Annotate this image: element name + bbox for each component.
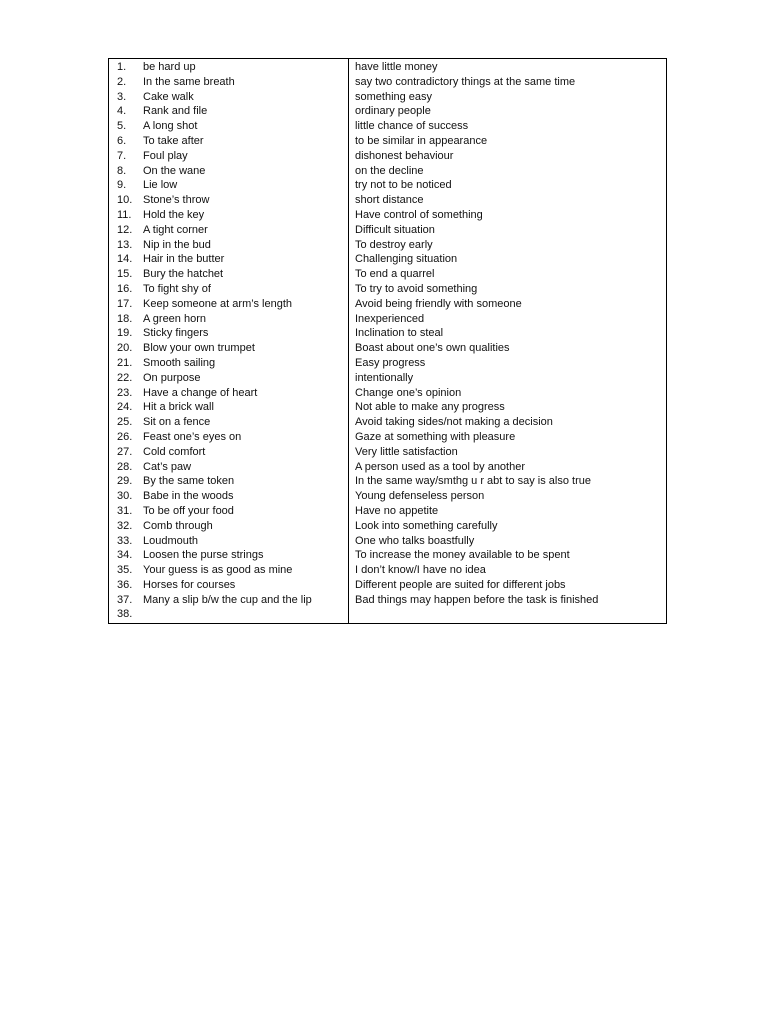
- row-number: 38.: [117, 608, 133, 621]
- meaning-text: say two contradictory things at the same time: [355, 75, 576, 88]
- table-row: [109, 489, 667, 504]
- meaning-text: I don’t know/I have no idea: [355, 564, 486, 577]
- idiom-cell: [109, 534, 349, 549]
- idiom-cell: [109, 474, 349, 489]
- idiom-text: Comb through: [143, 519, 213, 532]
- row-number: 18.: [117, 312, 133, 325]
- idiom-cell: [109, 149, 349, 164]
- table-row: [109, 312, 667, 327]
- meaning-text: Bad things may happen before the task is finished: [355, 593, 599, 606]
- idiom-cell: [109, 75, 349, 90]
- meaning-text: To destroy early: [355, 238, 433, 251]
- table-row: [109, 164, 667, 179]
- idiom-text: Keep someone at arm’s length: [143, 297, 292, 310]
- row-number: 32.: [117, 519, 133, 532]
- meaning-text: try not to be noticed: [355, 179, 452, 192]
- row-number: 1.: [117, 61, 127, 73]
- table-row: [109, 90, 667, 105]
- meaning-cell: [349, 149, 667, 164]
- table-row: [109, 178, 667, 193]
- idiom-text: A tight corner: [143, 223, 208, 236]
- meaning-cell: [349, 326, 667, 341]
- table-row: [109, 252, 667, 267]
- meaning-cell: [349, 578, 667, 593]
- row-number: 14.: [117, 253, 133, 266]
- idiom-text: Rank and file: [143, 105, 208, 118]
- idiom-cell: [109, 563, 349, 578]
- table-row: [109, 400, 667, 415]
- meaning-text: Difficult situation: [355, 223, 435, 236]
- idiom-cell: [109, 430, 349, 445]
- idiom-text: Many a slip b/w the cup and the lip: [143, 593, 312, 606]
- meaning-text: To increase the money available to be spent: [355, 549, 570, 562]
- row-number: 15.: [117, 268, 133, 281]
- meaning-cell: [349, 474, 667, 489]
- table-row: [109, 548, 667, 563]
- meaning-cell: [349, 119, 667, 134]
- row-number: 21.: [117, 356, 133, 369]
- table-row: [109, 238, 667, 253]
- table-row: [109, 460, 667, 475]
- meaning-cell: [349, 386, 667, 401]
- meaning-text: Avoid taking sides/not making a decision: [355, 416, 553, 429]
- row-number: 17.: [117, 297, 133, 310]
- table-row: [109, 297, 667, 312]
- meaning-cell: [349, 178, 667, 193]
- table-row: [109, 104, 667, 119]
- idiom-text: To fight shy of: [143, 282, 211, 295]
- idiom-text: Nip in the bud: [143, 238, 211, 251]
- meaning-text: Gaze at something with pleasure: [355, 430, 516, 443]
- table-row: [109, 75, 667, 90]
- idiom-text: Cat’s paw: [143, 460, 192, 473]
- meaning-text: Avoid being friendly with someone: [355, 297, 522, 310]
- meaning-cell: [349, 504, 667, 519]
- idiom-cell: [109, 312, 349, 327]
- meaning-text: Young defenseless person: [355, 490, 485, 503]
- meaning-cell: [349, 193, 667, 208]
- meaning-cell: [349, 267, 667, 282]
- idiom-text: Cake walk: [143, 90, 194, 103]
- row-number: 8.: [117, 164, 127, 177]
- row-number: 22.: [117, 371, 133, 384]
- row-number: 23.: [117, 386, 133, 399]
- table-row: [109, 193, 667, 208]
- row-number: 13.: [117, 238, 133, 251]
- meaning-text: Challenging situation: [355, 253, 458, 266]
- idiom-text: Cold comfort: [143, 445, 206, 458]
- table-row: [109, 534, 667, 549]
- idiom-cell: [109, 578, 349, 593]
- idiom-cell: [109, 134, 349, 149]
- table-row: [109, 474, 667, 489]
- table-row: [109, 386, 667, 401]
- idiom-cell: [109, 104, 349, 119]
- row-number: 31.: [117, 504, 133, 517]
- idiom-cell: [109, 282, 349, 297]
- row-number: 35.: [117, 564, 133, 577]
- meaning-cell: [349, 534, 667, 549]
- meaning-text: Inexperienced: [355, 312, 425, 325]
- idiom-text: Feast one’s eyes on: [143, 430, 242, 443]
- meaning-cell: [349, 297, 667, 312]
- meaning-text: Different people are suited for different jobs: [355, 578, 566, 591]
- table-row: [109, 149, 667, 164]
- meaning-text: short distance: [355, 194, 424, 207]
- idiom-text: Hair in the butter: [143, 253, 225, 266]
- meaning-cell: [349, 607, 667, 623]
- row-number: 10.: [117, 194, 133, 207]
- idiom-cell: [109, 607, 349, 623]
- idiom-text: To take after: [143, 134, 204, 147]
- meaning-cell: [349, 445, 667, 460]
- row-number: 16.: [117, 282, 133, 295]
- table-row: [109, 134, 667, 149]
- meaning-cell: [349, 548, 667, 563]
- table-row: [109, 59, 667, 75]
- meaning-cell: [349, 134, 667, 149]
- idiom-text: Lie low: [143, 179, 178, 192]
- row-number: 3.: [117, 90, 127, 103]
- row-number: 11.: [117, 208, 132, 221]
- meaning-cell: [349, 223, 667, 238]
- idiom-cell: [109, 326, 349, 341]
- idiom-text: Smooth sailing: [143, 356, 216, 369]
- meaning-text: Not able to make any progress: [355, 401, 505, 414]
- row-number: 9.: [117, 179, 127, 192]
- row-number: 4.: [117, 105, 127, 118]
- idiom-cell: [109, 386, 349, 401]
- meaning-text: Boast about one’s own qualities: [355, 342, 510, 355]
- idiom-text: By the same token: [143, 475, 235, 488]
- idiom-cell: [109, 445, 349, 460]
- meaning-text: To try to avoid something: [355, 282, 478, 295]
- table-row: [109, 371, 667, 386]
- meaning-cell: [349, 164, 667, 179]
- table-row: [109, 208, 667, 223]
- idiom-cell: [109, 356, 349, 371]
- idiom-text: Have a change of heart: [143, 386, 258, 399]
- table-row: [109, 282, 667, 297]
- idiom-text: Blow your own trumpet: [143, 342, 255, 355]
- idiom-cell: [109, 548, 349, 563]
- meaning-text: Look into something carefully: [355, 519, 498, 532]
- idiom-cell: [109, 59, 349, 75]
- row-number: 2.: [117, 75, 127, 88]
- idiom-text: Foul play: [143, 149, 188, 162]
- meaning-text: little chance of success: [355, 120, 469, 133]
- meaning-cell: [349, 460, 667, 475]
- idiom-text: Stone’s throw: [143, 194, 210, 207]
- meaning-text: One who talks boastfully: [355, 534, 475, 547]
- meaning-cell: [349, 208, 667, 223]
- idiom-text: On the wane: [143, 164, 206, 177]
- idiom-text: Bury the hatchet: [143, 268, 224, 281]
- meaning-cell: [349, 356, 667, 371]
- meaning-text: dishonest behaviour: [355, 149, 454, 162]
- table-row: [109, 415, 667, 430]
- table-row: [109, 430, 667, 445]
- row-number: 20.: [117, 342, 133, 355]
- idiom-cell: [109, 415, 349, 430]
- idiom-text: Hold the key: [143, 208, 205, 221]
- meaning-cell: [349, 252, 667, 267]
- meaning-text: on the decline: [355, 164, 424, 177]
- table-row: [109, 519, 667, 534]
- idiom-cell: [109, 119, 349, 134]
- meaning-text: ordinary people: [355, 105, 431, 118]
- idiom-cell: [109, 341, 349, 356]
- meaning-text: A person used as a tool by another: [355, 460, 526, 473]
- idiom-cell: [109, 178, 349, 193]
- idiom-cell: [109, 208, 349, 223]
- meaning-text: Have control of something: [355, 208, 483, 221]
- idiom-text: Your guess is as good as mine: [143, 564, 293, 577]
- meaning-cell: [349, 75, 667, 90]
- idiom-text: A long shot: [143, 120, 198, 133]
- idiom-cell: [109, 460, 349, 475]
- table-row: [109, 356, 667, 371]
- idiom-cell: [109, 252, 349, 267]
- meaning-cell: [349, 519, 667, 534]
- row-number: 5.: [117, 120, 127, 133]
- meaning-cell: [349, 104, 667, 119]
- meaning-text: In the same way/smthg u r abt to say is also true: [355, 475, 591, 488]
- meaning-cell: [349, 563, 667, 578]
- meaning-text: intentionally: [355, 371, 414, 384]
- idiom-cell: [109, 238, 349, 253]
- table-row: [109, 607, 667, 623]
- idiom-cell: [109, 223, 349, 238]
- row-number: 12.: [117, 223, 133, 236]
- row-number: 34.: [117, 549, 133, 562]
- idiom-cell: [109, 164, 349, 179]
- meaning-cell: [349, 312, 667, 327]
- row-number: 27.: [117, 445, 133, 458]
- meaning-cell: [349, 282, 667, 297]
- table-row: [109, 593, 667, 608]
- meaning-cell: [349, 430, 667, 445]
- table-row: [109, 326, 667, 341]
- table-row: [109, 341, 667, 356]
- idiom-text: Loudmouth: [143, 534, 199, 547]
- idiom-cell: [109, 519, 349, 534]
- table-row: [109, 563, 667, 578]
- meaning-text: Change one’s opinion: [355, 386, 462, 399]
- meaning-cell: [349, 593, 667, 608]
- table-row: [109, 119, 667, 134]
- meaning-cell: [349, 238, 667, 253]
- table-row: [109, 504, 667, 519]
- row-number: 33.: [117, 534, 133, 547]
- idiom-text: To be off your food: [143, 504, 234, 517]
- idiom-text: Sticky fingers: [143, 327, 209, 340]
- meaning-text: Easy progress: [355, 356, 426, 369]
- idioms-table: [108, 58, 667, 624]
- row-number: 36.: [117, 578, 133, 591]
- idiom-text: Horses for courses: [143, 578, 236, 591]
- idiom-cell: [109, 371, 349, 386]
- idiom-text: Loosen the purse strings: [143, 549, 264, 562]
- meaning-text: Have no appetite: [355, 504, 439, 517]
- meaning-cell: [349, 371, 667, 386]
- row-number: 24.: [117, 401, 133, 414]
- idiom-cell: [109, 593, 349, 608]
- row-number: 37.: [117, 593, 133, 606]
- idiom-text: In the same breath: [143, 75, 235, 88]
- row-number: 26.: [117, 430, 133, 443]
- idiom-cell: [109, 267, 349, 282]
- meaning-text: have little money: [355, 61, 438, 73]
- idiom-cell: [109, 193, 349, 208]
- meaning-cell: [349, 341, 667, 356]
- idiom-cell: [109, 400, 349, 415]
- table-row: [109, 445, 667, 460]
- meaning-text: something easy: [355, 90, 433, 103]
- idiom-text: Babe in the woods: [143, 490, 234, 503]
- row-number: 19.: [117, 327, 133, 340]
- idioms-table-body: [109, 59, 667, 624]
- row-number: 25.: [117, 416, 133, 429]
- meaning-text: Inclination to steal: [355, 327, 444, 340]
- idiom-cell: [109, 297, 349, 312]
- idiom-text: On purpose: [143, 371, 201, 384]
- idiom-text: A green horn: [143, 312, 206, 325]
- row-number: 30.: [117, 490, 133, 503]
- meaning-text: Very little satisfaction: [355, 445, 458, 458]
- idiom-cell: [109, 90, 349, 105]
- meaning-cell: [349, 489, 667, 504]
- meaning-cell: [349, 59, 667, 75]
- table-row: [109, 267, 667, 282]
- idiom-cell: [109, 489, 349, 504]
- table-row: [109, 223, 667, 238]
- row-number: 28.: [117, 460, 133, 473]
- idiom-text: Sit on a fence: [143, 416, 211, 429]
- meaning-cell: [349, 90, 667, 105]
- meaning-text: to be similar in appearance: [355, 134, 488, 147]
- row-number: 7.: [117, 149, 127, 162]
- idiom-text: be hard up: [143, 61, 196, 73]
- idiom-text: Hit a brick wall: [143, 401, 214, 414]
- meaning-cell: [349, 415, 667, 430]
- idiom-cell: [109, 504, 349, 519]
- row-number: 6.: [117, 134, 127, 147]
- meaning-text: To end a quarrel: [355, 268, 435, 281]
- table-row: [109, 578, 667, 593]
- row-number: 29.: [117, 475, 133, 488]
- meaning-cell: [349, 400, 667, 415]
